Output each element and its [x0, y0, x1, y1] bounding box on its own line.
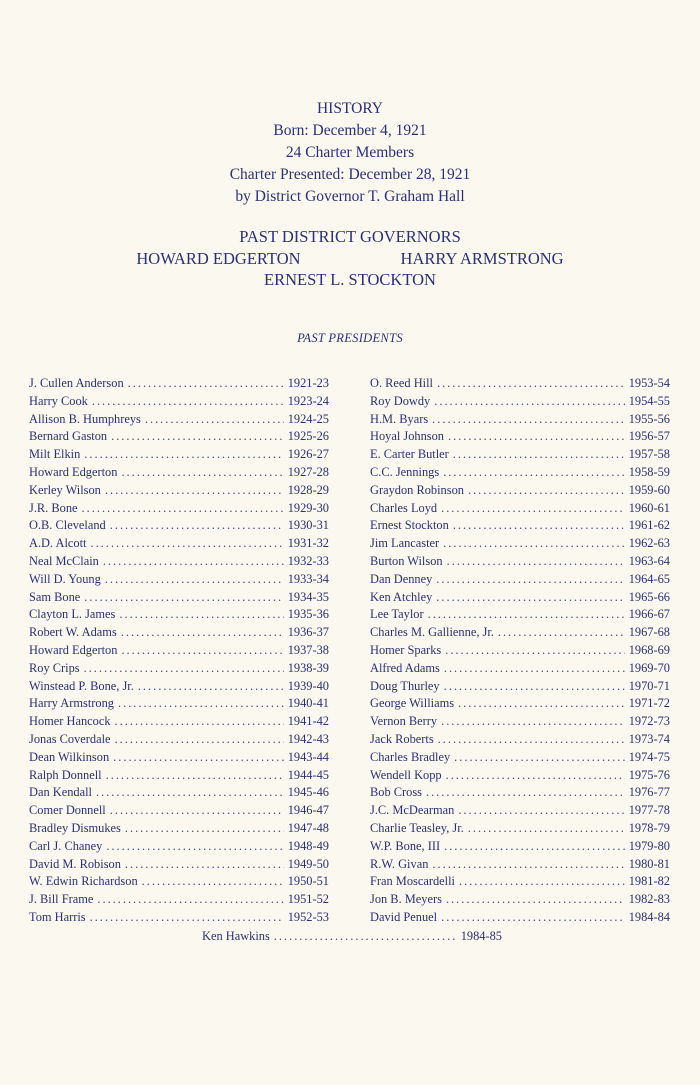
president-years: 1977-78 — [628, 803, 670, 818]
president-row — [370, 660, 670, 678]
president-name: Neal McClain — [29, 553, 99, 568]
president-row — [370, 553, 670, 571]
president-row — [370, 393, 670, 411]
leader-dots — [432, 856, 624, 874]
presidents-right-column — [370, 375, 670, 927]
president-name: Roy Crips — [29, 660, 80, 675]
president-row — [29, 660, 329, 678]
president-years: 1952-53 — [287, 909, 329, 924]
president-row — [29, 428, 329, 446]
president-name: Alfred Adams — [370, 660, 440, 675]
president-row — [370, 375, 670, 393]
president-years: 1984-84 — [628, 909, 670, 924]
president-name: Clayton L. James — [29, 607, 116, 622]
president-years: 1947-48 — [287, 820, 329, 835]
leader-dots — [128, 375, 284, 393]
president-years: 1974-75 — [628, 749, 670, 764]
president-years: 1982-83 — [628, 892, 670, 907]
president-name: J. Bill Frame — [29, 892, 94, 907]
leader-dots — [498, 624, 625, 642]
president-years: 1926-27 — [287, 447, 329, 462]
governors-section — [0, 226, 700, 291]
president-name: David Penuel — [370, 909, 438, 924]
president-name: Ken Atchley — [370, 589, 433, 604]
leader-dots — [446, 767, 625, 785]
president-years: 1930-31 — [287, 518, 329, 533]
president-name: Wendell Kopp — [370, 767, 442, 782]
leader-dots — [468, 820, 625, 838]
leader-dots — [125, 820, 284, 838]
president-row — [29, 446, 329, 464]
president-years: 1932-33 — [287, 553, 329, 568]
president-years: 1927-28 — [287, 464, 329, 479]
president-years: 1955-56 — [628, 411, 670, 426]
president-years: 1971-72 — [628, 696, 670, 711]
president-years: 1963-64 — [628, 553, 670, 568]
president-row — [370, 642, 670, 660]
leader-dots — [125, 856, 284, 874]
president-row — [370, 891, 670, 909]
leader-dots — [113, 749, 284, 767]
president-row — [370, 500, 670, 518]
president-row — [370, 767, 670, 785]
president-row — [370, 571, 670, 589]
president-row — [29, 784, 329, 802]
president-years: 1965-66 — [628, 589, 670, 604]
leader-dots — [119, 606, 283, 624]
president-years: 1950-51 — [287, 874, 329, 889]
leader-dots — [453, 446, 625, 464]
president-name: Lee Taylor — [370, 607, 424, 622]
president-name: Homer Hancock — [29, 714, 111, 729]
president-name: Howard Edgerton — [29, 464, 118, 479]
president-years: 1936-37 — [287, 625, 329, 640]
leader-dots — [444, 660, 625, 678]
president-row — [370, 731, 670, 749]
leader-dots — [92, 393, 284, 411]
president-name: Howard Edgerton — [29, 642, 118, 657]
leader-dots — [274, 928, 457, 946]
president-row — [29, 678, 329, 696]
president-years: 1972-73 — [628, 714, 670, 729]
president-name: Ernest Stockton — [370, 518, 449, 533]
president-years: 1953-54 — [628, 376, 670, 390]
president-name: C.C. Jennings — [370, 464, 440, 479]
president-years: 1951-52 — [287, 892, 329, 907]
president-name: Charles Bradley — [370, 749, 451, 764]
leader-dots — [84, 589, 283, 607]
president-row — [370, 749, 670, 767]
president-name: Dan Denney — [370, 571, 433, 586]
president-row — [29, 642, 329, 660]
president-years: 1938-39 — [287, 660, 329, 675]
president-row — [370, 678, 670, 696]
president-years: 1945-46 — [287, 785, 329, 800]
leader-dots — [103, 553, 284, 571]
president-years: 1943-44 — [287, 749, 329, 764]
president-name: Bob Cross — [370, 785, 422, 800]
president-row — [370, 784, 670, 802]
president-name: J.C. McDearman — [370, 803, 455, 818]
president-name: Jack Roberts — [370, 731, 434, 746]
president-row — [29, 873, 329, 891]
leader-dots — [458, 695, 625, 713]
president-name: David M. Robison — [29, 856, 121, 871]
president-years: 1928-29 — [287, 482, 329, 497]
leader-dots — [438, 731, 625, 749]
president-name: Charles M. Gallienne, Jr. — [370, 625, 494, 640]
president-row — [29, 553, 329, 571]
president-row — [370, 624, 670, 642]
president-name: Milt Elkin — [29, 447, 81, 462]
president-row — [29, 482, 329, 500]
leader-dots — [443, 464, 624, 482]
president-years: 1944-45 — [287, 767, 329, 782]
president-name: Fran Moscardelli — [370, 874, 455, 889]
president-years: 1968-69 — [628, 642, 670, 657]
president-years: 1937-38 — [287, 642, 329, 657]
president-name: Winstead P. Bone, Jr. — [29, 678, 134, 693]
leader-dots — [444, 838, 625, 856]
leader-dots — [105, 571, 284, 589]
governor-name: HARRY ARMSTRONG — [400, 248, 564, 268]
president-row — [370, 517, 670, 535]
leader-dots — [121, 464, 283, 482]
leader-dots — [428, 606, 625, 624]
president-name: Ken Hawkins — [202, 929, 270, 943]
leader-dots — [84, 660, 284, 678]
president-name: Carl J. Chaney — [29, 838, 103, 853]
president-years: 1925-26 — [287, 429, 329, 444]
president-row — [29, 589, 329, 607]
president-years: 1957-58 — [628, 447, 670, 462]
president-years: 1959-60 — [628, 482, 670, 497]
president-name: O.B. Cleveland — [29, 518, 106, 533]
president-name: Homer Sparks — [370, 642, 442, 657]
leader-dots — [115, 731, 284, 749]
presented-by: by District Governor T. Graham Hall — [235, 188, 465, 205]
president-row — [29, 856, 329, 874]
president-name: Ralph Donnell — [29, 767, 102, 782]
president-row — [29, 838, 329, 856]
president-name: W. Edwin Richardson — [29, 874, 138, 889]
president-name: Kerley Wilson — [29, 482, 101, 497]
leader-dots — [434, 393, 624, 411]
charter-presented: Charter Presented: December 28, 1921 — [229, 166, 471, 183]
leader-dots — [468, 482, 625, 500]
president-row — [370, 838, 670, 856]
president-row — [370, 820, 670, 838]
president-row — [29, 393, 329, 411]
president-name: Roy Dowdy — [370, 393, 431, 408]
leader-dots — [121, 642, 283, 660]
president-name: George Williams — [370, 696, 455, 711]
president-row — [370, 802, 670, 820]
president-row — [370, 411, 670, 429]
president-years: 1978-79 — [628, 820, 670, 835]
president-years: 1946-47 — [287, 803, 329, 818]
president-years: 1969-70 — [628, 660, 670, 675]
president-row — [29, 464, 329, 482]
leader-dots — [453, 517, 625, 535]
president-years: 1967-68 — [628, 625, 670, 640]
leader-dots — [436, 589, 624, 607]
president-years: 1942-43 — [287, 731, 329, 746]
president-years: 1941-42 — [287, 714, 329, 729]
president-years: 1939-40 — [287, 678, 329, 693]
president-row — [29, 606, 329, 624]
leader-dots — [441, 500, 625, 518]
president-name: Bernard Gaston — [29, 429, 108, 444]
president-years: 1929-30 — [287, 500, 329, 515]
president-name: Sam Bone — [29, 589, 81, 604]
president-years: 1975-76 — [628, 767, 670, 782]
president-name: Comer Donnell — [29, 803, 106, 818]
president-years: 1923-24 — [287, 393, 329, 408]
governor-name: ERNEST L. STOCKTON — [264, 270, 436, 289]
president-name: O. Reed Hill — [370, 376, 433, 390]
president-name: Jim Lancaster — [370, 536, 440, 551]
president-row — [370, 909, 670, 927]
president-years: 1966-67 — [628, 607, 670, 622]
president-years: 1956-57 — [628, 429, 670, 444]
presidents-last-entry — [202, 928, 502, 946]
president-years: 1964-65 — [628, 571, 670, 586]
leader-dots — [121, 624, 284, 642]
president-years: 1976-77 — [628, 785, 670, 800]
history-section — [0, 98, 700, 208]
president-years: 1958-59 — [628, 464, 670, 479]
president-name: Harry Armstrong — [29, 696, 114, 711]
president-years: 1921-23 — [287, 376, 329, 390]
president-years: 1931-32 — [287, 536, 329, 551]
president-row — [29, 411, 329, 429]
president-name: J.R. Bone — [29, 500, 78, 515]
president-row — [29, 891, 329, 909]
president-row — [370, 606, 670, 624]
president-row — [29, 375, 329, 393]
leader-dots — [106, 767, 284, 785]
president-row — [29, 909, 329, 927]
history-title: HISTORY — [316, 100, 384, 117]
president-row — [29, 500, 329, 518]
president-name: Tom Harris — [29, 909, 86, 924]
leader-dots — [441, 909, 625, 927]
president-row — [29, 802, 329, 820]
president-years: 1973-74 — [628, 731, 670, 746]
president-years: 1924-25 — [287, 411, 329, 426]
president-name: W.P. Bone, III — [370, 838, 441, 853]
leader-dots — [145, 411, 284, 429]
president-row — [370, 428, 670, 446]
leader-dots — [444, 678, 625, 696]
president-name: Graydon Robinson — [370, 482, 464, 497]
leader-dots — [84, 446, 283, 464]
past-presidents-title: PAST PRESIDENTS — [297, 331, 403, 345]
president-name: Jonas Coverdale — [29, 731, 111, 746]
president-name: Vernon Berry — [370, 714, 438, 729]
president-row — [29, 624, 329, 642]
president-years: 1948-49 — [287, 838, 329, 853]
leader-dots — [447, 553, 625, 571]
leader-dots — [441, 713, 625, 731]
president-row — [29, 731, 329, 749]
president-name: Hoyal Johnson — [370, 429, 444, 444]
leader-dots — [426, 784, 625, 802]
president-years: 1981-82 — [628, 874, 670, 889]
leader-dots — [454, 749, 625, 767]
leader-dots — [432, 411, 625, 429]
leader-dots — [110, 517, 284, 535]
leader-dots — [446, 891, 625, 909]
leader-dots — [459, 873, 625, 891]
president-name: Dan Kendall — [29, 785, 92, 800]
president-name: J. Cullen Anderson — [29, 376, 124, 390]
president-name: Charles Loyd — [370, 500, 438, 515]
president-row — [370, 873, 670, 891]
president-name: Harry Cook — [29, 393, 88, 408]
president-row — [29, 517, 329, 535]
leader-dots — [111, 428, 284, 446]
president-row — [370, 535, 670, 553]
president-name: Will D. Young — [29, 571, 101, 586]
leader-dots — [90, 909, 284, 927]
president-years: 1961-62 — [628, 518, 670, 533]
president-years: 1935-36 — [287, 607, 329, 622]
president-row — [370, 589, 670, 607]
leader-dots — [437, 375, 625, 393]
leader-dots — [138, 678, 284, 696]
president-years: 1980-81 — [628, 856, 670, 871]
president-years: 1940-41 — [287, 696, 329, 711]
leader-dots — [142, 873, 284, 891]
president-row — [29, 820, 329, 838]
president-years: 1962-63 — [628, 536, 670, 551]
president-years: 1984-85 — [460, 929, 502, 943]
president-row — [29, 767, 329, 785]
president-row — [370, 856, 670, 874]
president-years: 1933-34 — [287, 571, 329, 586]
president-row — [370, 446, 670, 464]
president-name: Dean Wilkinson — [29, 749, 110, 764]
president-name: Burton Wilson — [370, 553, 443, 568]
leader-dots — [97, 891, 283, 909]
governors-row — [0, 248, 700, 270]
president-row — [370, 482, 670, 500]
president-name: R.W. Givan — [370, 856, 429, 871]
born-date: Born: December 4, 1921 — [273, 122, 427, 139]
president-row — [29, 713, 329, 731]
president-name: Bradley Dismukes — [29, 820, 121, 835]
president-row — [29, 571, 329, 589]
leader-dots — [106, 838, 283, 856]
governor-name: HOWARD EDGERTON — [136, 248, 301, 268]
president-name: Doug Thurley — [370, 678, 440, 693]
leader-dots — [90, 535, 283, 553]
governors-title: PAST DISTRICT GOVERNORS — [239, 227, 461, 246]
leader-dots — [96, 784, 284, 802]
president-row — [370, 695, 670, 713]
leader-dots — [110, 802, 284, 820]
leader-dots — [445, 642, 624, 660]
leader-dots — [458, 802, 624, 820]
leader-dots — [82, 500, 284, 518]
charter-members: 24 Charter Members — [285, 144, 415, 161]
president-name: Robert W. Adams — [29, 625, 117, 640]
president-years: 1934-35 — [287, 589, 329, 604]
president-row — [29, 535, 329, 553]
president-name: A.D. Alcott — [29, 536, 87, 551]
president-row — [29, 749, 329, 767]
president-row — [370, 464, 670, 482]
leader-dots — [443, 535, 625, 553]
president-years: 1970-71 — [628, 678, 670, 693]
leader-dots — [115, 713, 284, 731]
president-name: E. Carter Butler — [370, 447, 449, 462]
president-years: 1960-61 — [628, 500, 670, 515]
leader-dots — [105, 482, 284, 500]
president-years: 1979-80 — [628, 838, 670, 853]
leader-dots — [448, 428, 625, 446]
president-years: 1949-50 — [287, 856, 329, 871]
president-row — [202, 928, 502, 946]
president-row — [29, 695, 329, 713]
president-name: Charlie Teasley, Jr. — [370, 820, 464, 835]
leader-dots — [436, 571, 624, 589]
president-row — [370, 713, 670, 731]
president-name: Allison B. Humphreys — [29, 411, 141, 426]
leader-dots — [118, 695, 284, 713]
president-name: Jon B. Meyers — [370, 892, 442, 907]
president-years: 1954-55 — [628, 393, 670, 408]
president-name: H.M. Byars — [370, 411, 429, 426]
presidents-left-column — [29, 375, 329, 927]
